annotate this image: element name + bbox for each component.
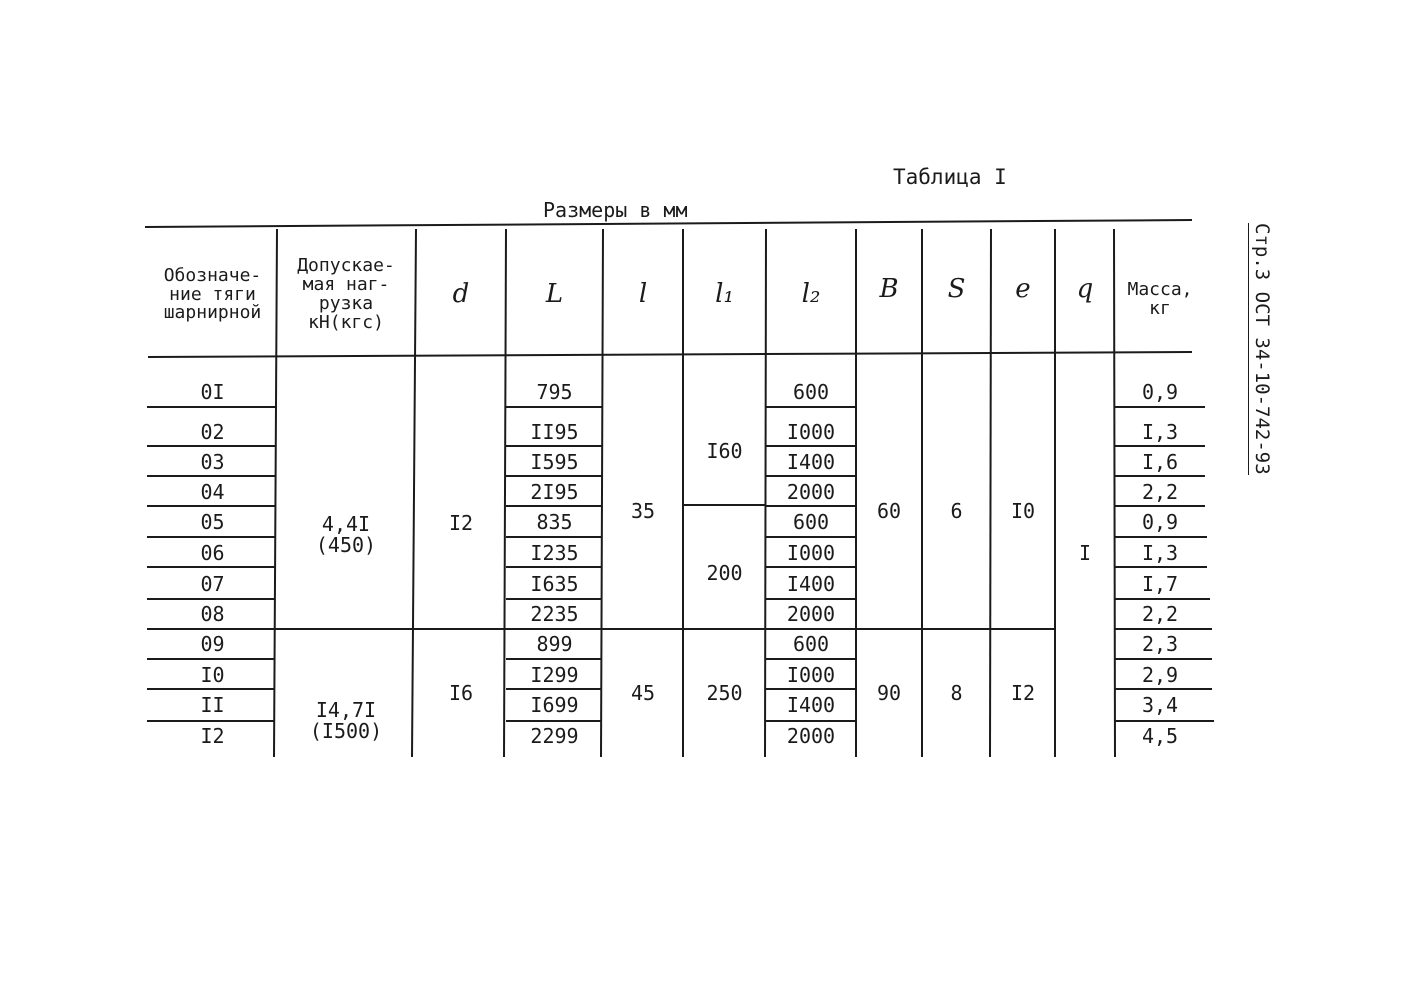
mass-cell: 2,2 <box>1141 479 1179 504</box>
S-group-2: 8 <box>950 680 963 705</box>
designation-cell: I2 <box>200 723 225 748</box>
l2-cell: I400 <box>786 571 836 596</box>
header-B: B <box>879 274 899 305</box>
L-cell: II95 <box>530 419 579 444</box>
page-side-label: Стр.3 ОСТ 34-10-742-93 <box>1248 223 1273 475</box>
q-value: I <box>1078 540 1092 565</box>
l-group-2: 45 <box>630 680 656 705</box>
l2-cell: I400 <box>786 692 836 717</box>
S-group-1: 6 <box>950 498 963 523</box>
designation-cell: 08 <box>200 601 225 626</box>
header-load: Допускае- мая наг- рузка кН(кгс) <box>297 255 395 333</box>
mass-cell: 2,9 <box>1141 662 1179 687</box>
B-group-2: 90 <box>876 680 902 705</box>
header-q: q <box>1076 274 1094 305</box>
L-cell: 835 <box>536 509 573 534</box>
L-cell: 2235 <box>530 601 579 626</box>
l1-value-c: 250 <box>706 680 743 705</box>
l2-cell: I000 <box>786 662 836 687</box>
designation-cell: II <box>200 692 225 717</box>
designation-cell: 04 <box>200 479 225 504</box>
L-cell: 2299 <box>530 723 579 748</box>
l-group-1: 35 <box>630 498 656 523</box>
mass-cell: 3,4 <box>1141 692 1179 717</box>
e-group-1: I0 <box>1010 498 1036 523</box>
e-group-2: I2 <box>1010 680 1036 705</box>
mass-cell: I,3 <box>1141 540 1179 565</box>
mass-cell: I,6 <box>1141 449 1179 474</box>
designation-cell: 05 <box>200 509 225 534</box>
L-cell: I235 <box>530 540 579 565</box>
header-e: e <box>1015 274 1031 305</box>
l2-cell: I400 <box>786 449 836 474</box>
designation-cell: 03 <box>200 449 225 474</box>
load-kgs: (I500) <box>309 719 383 743</box>
load-group-2 <box>279 690 413 752</box>
header-l1: l₁ <box>715 279 734 310</box>
designation-cell: 09 <box>200 631 225 656</box>
header-l: l <box>638 279 648 310</box>
L-cell: I699 <box>530 692 579 717</box>
header-d: d <box>452 279 470 310</box>
mass-cell: 0,9 <box>1141 379 1179 404</box>
L-cell: 899 <box>536 631 573 656</box>
l2-cell: 600 <box>792 379 830 404</box>
designation-cell: 02 <box>200 419 225 444</box>
load-kn: 4,4I <box>321 512 371 536</box>
mass-cell: 2,2 <box>1141 601 1179 626</box>
designation-cell: 0I <box>200 379 225 404</box>
mass-cell: I,3 <box>1141 419 1179 444</box>
header-designation: Обозначе- ние тяги шарнирной <box>163 264 262 324</box>
l2-cell: 2000 <box>786 601 836 626</box>
mass-cell: 4,5 <box>1141 723 1179 748</box>
designation-cell: I0 <box>200 662 225 687</box>
header-mass: Масса, кг <box>1127 279 1193 319</box>
B-group-1: 60 <box>876 498 902 523</box>
L-cell: I635 <box>530 571 579 596</box>
mass-cell: 2,3 <box>1141 631 1179 656</box>
l2-cell: I000 <box>786 419 836 444</box>
load-kn: I4,7I <box>315 698 377 722</box>
load-group-1 <box>279 500 413 570</box>
l2-cell: 2000 <box>786 479 836 504</box>
l2-cell: 2000 <box>786 723 836 748</box>
header-S: S <box>947 274 966 305</box>
l1-value-a: I60 <box>706 438 743 463</box>
dimensions-note: Размеры в мм <box>543 198 688 222</box>
mass-cell: 0,9 <box>1141 509 1179 534</box>
L-cell: 2I95 <box>530 479 579 504</box>
d-group-1: I2 <box>448 510 474 535</box>
header-L: L <box>545 279 564 310</box>
L-cell: 795 <box>536 379 573 404</box>
L-cell: I299 <box>530 662 579 687</box>
l2-cell: 600 <box>792 631 830 656</box>
table-title: Таблица I <box>893 165 1007 189</box>
load-kgs: (450) <box>315 533 377 557</box>
d-group-2: I6 <box>448 680 474 705</box>
designation-cell: 06 <box>200 540 225 565</box>
mass-cell: I,7 <box>1141 571 1179 596</box>
designation-cell: 07 <box>200 571 225 596</box>
l2-cell: I000 <box>786 540 836 565</box>
l2-cell: 600 <box>792 509 830 534</box>
l1-value-b: 200 <box>706 560 743 585</box>
header-l2: l₂ <box>801 279 821 310</box>
L-cell: I595 <box>530 449 579 474</box>
